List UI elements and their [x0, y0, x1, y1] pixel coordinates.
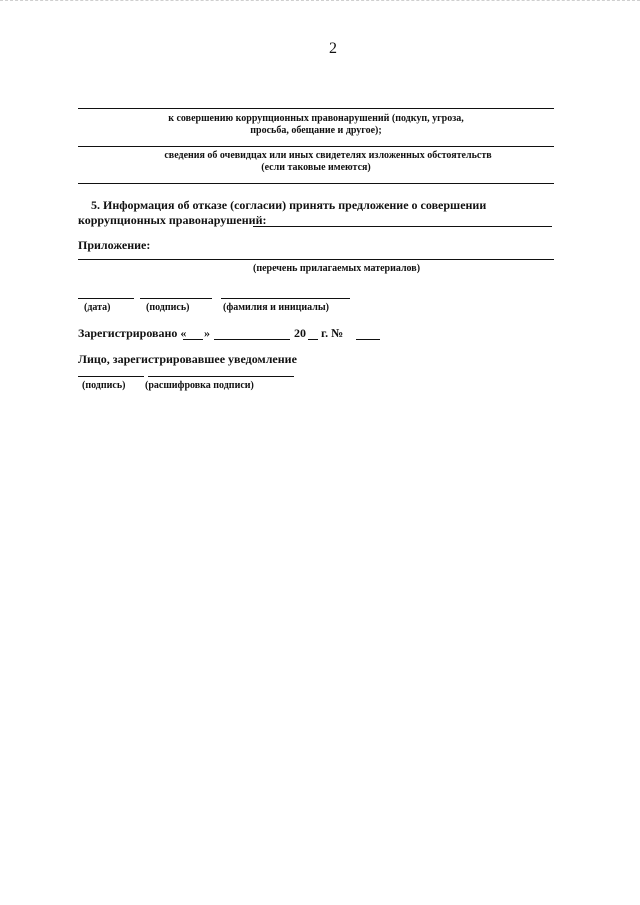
blank-line-registrar-signature	[78, 376, 144, 377]
blank-line-violation-type	[78, 108, 554, 109]
registration-quote-close: »	[204, 326, 210, 340]
blank-line-date	[78, 298, 134, 299]
blank-line-signature	[140, 298, 212, 299]
name-caption: (фамилия и инициалы)	[223, 302, 330, 313]
blank-line-attachment	[78, 259, 554, 260]
blank-line-reg-day	[183, 339, 203, 340]
caption-witnesses-line2: (если таковые имеются)	[261, 162, 371, 173]
date-caption: (дата)	[84, 302, 111, 313]
blank-line-refusal	[253, 226, 552, 227]
attachment-caption: (перечень прилагаемых материалов)	[253, 263, 421, 274]
caption-violation-line2: просьба, обещание и другое);	[250, 125, 382, 136]
page-number: 2	[329, 40, 337, 57]
registrar-signature-caption: (подпись)	[82, 380, 126, 391]
registration-year-prefix: 20	[294, 326, 306, 340]
blank-line-reg-year	[308, 339, 318, 340]
blank-line-reg-number	[356, 339, 380, 340]
signature-caption: (подпись)	[146, 302, 190, 313]
scan-edge	[0, 0, 640, 3]
item5-line2: коррупционных правонарушений:	[78, 213, 267, 227]
blank-line-witnesses	[78, 146, 554, 147]
caption-witnesses-line1: сведения об очевидцах или иных свидетелях изложенных обстоятельств	[164, 150, 492, 161]
blank-line-name	[221, 298, 350, 299]
caption-violation-line1: к совершению коррупционных правонарушений (подкуп, угроза,	[168, 113, 464, 124]
registration-prefix: Зарегистрировано «	[78, 326, 187, 340]
blank-line-registrar-decode	[148, 376, 294, 377]
registrar-decode-caption: (расшифровка подписи)	[145, 380, 254, 391]
attachment-label: Приложение:	[78, 238, 151, 252]
item5-line1: 5. Информация об отказе (согласии) принять предложение о совершении	[91, 198, 487, 212]
registrar-label: Лицо, зарегистрировавшее уведомление	[78, 352, 297, 366]
blank-line-witnesses-2	[78, 183, 554, 184]
blank-line-reg-month	[214, 339, 290, 340]
registration-year-suffix: г. №	[321, 326, 344, 340]
